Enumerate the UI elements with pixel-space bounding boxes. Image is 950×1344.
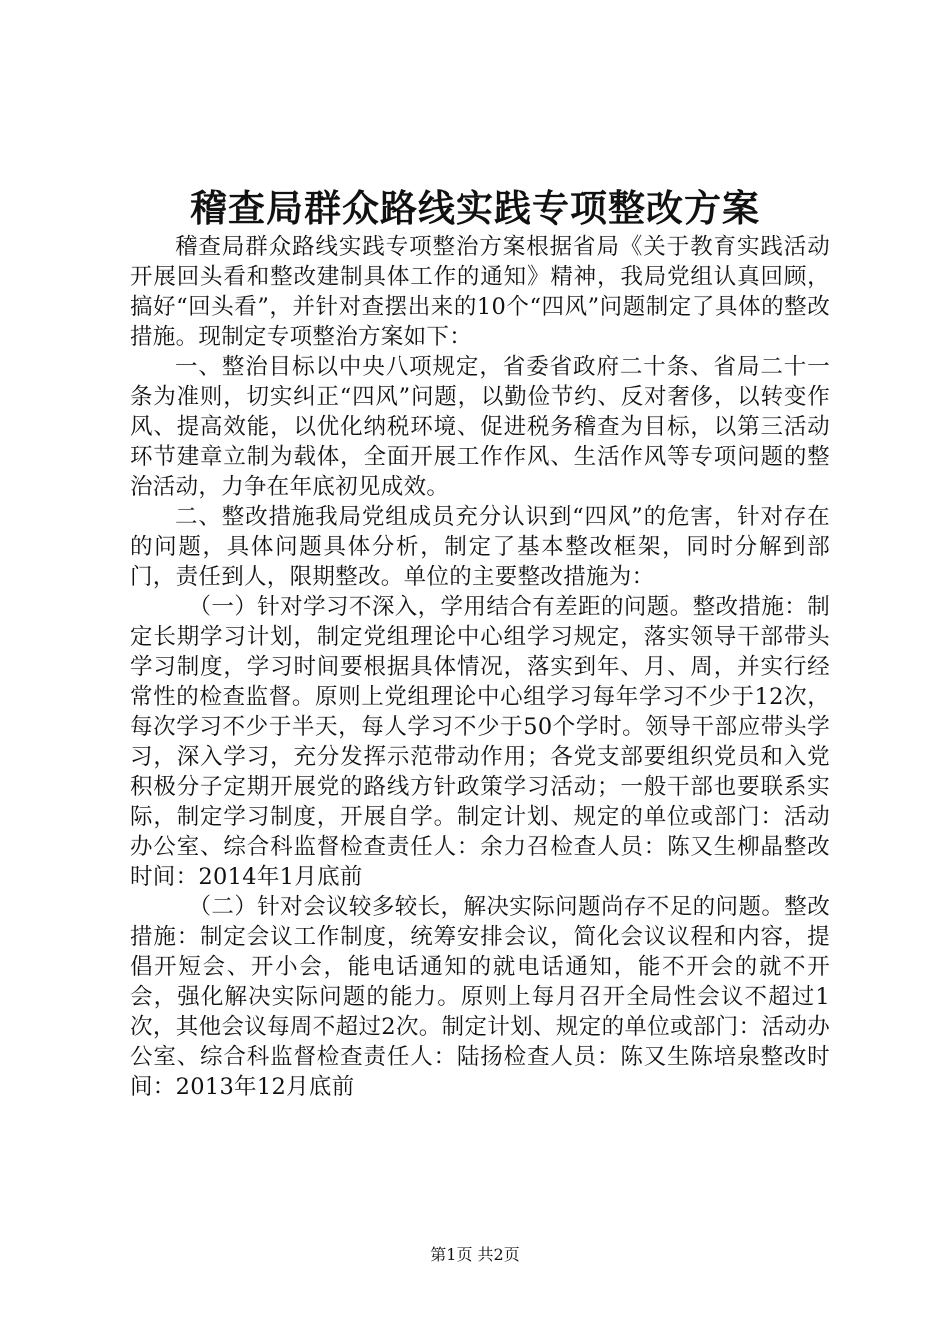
measure-item-2-paragraph: （二）针对会议较多较长，解决实际问题尚存不足的问题。整改措施：制定会议工作制度，统筹安排会议，简化会议议程和内容，提倡开短会、开小会，能电话通知的就电话通知，能不开会的就不开会，强化解决实际问题的能力。原则上每月召开全局性会议不超过1次，其他会议每周不超过2次。制定计划、规定的单位或部门：活动办公室、综合科监督检查责任人：陆扬检查人员：陈又生陈培泉整改时间：2013年12月底前 — [130, 894, 830, 1100]
intro-paragraph: 稽查局群众路线实践专项整治方案根据省局《关于教育实践活动开展回头看和整改建制具体工作的通知》精神，我局党组认真回顾，搞好“回头看”，并针对查摆出来的10个“四风”问题制定了具体的整改措施。现制定专项整治方案如下： — [130, 234, 830, 350]
section-measures-paragraph: 二、整改措施我局党组成员充分认识到“四风”的危害，针对存在的问题，具体问题具体分析，制定了基本整改框架，同时分解到部门，责任到人，限期整改。单位的主要整改措施为： — [130, 504, 830, 590]
document-title: 稽查局群众路线实践专项整改方案 — [190, 186, 760, 230]
document-body — [130, 232, 830, 1102]
measure-item-1-paragraph: （一）针对学习不深入，学用结合有差距的问题。整改措施：制定长期学习计划，制定党组理论中心组学习规定，落实领导干部带头学习制度，学习时间要根据具体情况，落实到年、月、周，并实行经常性的检查监督。原则上党组理论中心组学习每年学习不少于12次，每次学习不少于半天，每人学习不少于50个学时。领导干部应带头学习，深入学习，充分发挥示范带动作用；各党支部要组织党员和入党积极分子定期开展党的路线方针政策学习活动；一般干部也要联系实际，制定学习制度，开展自学。制定计划、规定的单位或部门：活动办公室、综合科监督检查责任人：余力召检查人员：陈又生柳晶整改时间：2014年1月底前 — [130, 594, 830, 890]
page-footer: 第1页 共2页 — [430, 1245, 520, 1264]
section-goal-paragraph: 一、整治目标以中央八项规定，省委省政府二十条、省局二十一条为准则，切实纠正“四风”问题，以勤俭节约、反对奢侈，以转变作风、提高效能，以优化纳税环境、促进税务稽查为目标，以第三活动环节建章立制为载体，全面开展工作作风、生活作风等专项问题的整治活动，力争在年底初见成效。 — [130, 354, 830, 500]
